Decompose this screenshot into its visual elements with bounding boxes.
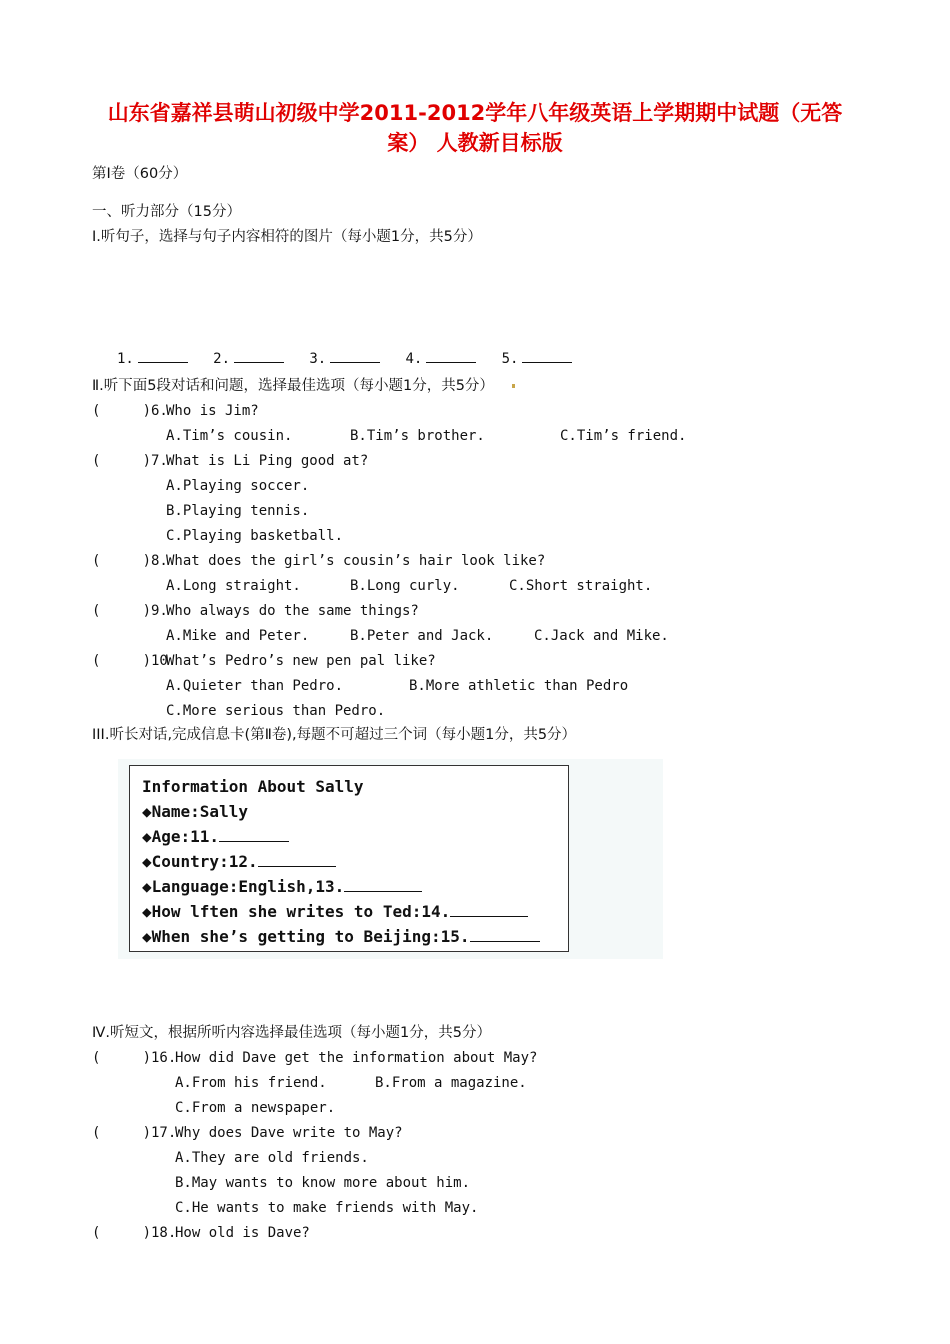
q17-question: Why does Dave write to May? [175, 1125, 403, 1141]
section3-heading: III.听长对话,完成信息卡(第Ⅱ卷),每题不可超过三个词（每小题1分，共5分） [92, 727, 577, 743]
q7-question: What is Li Ping good at? [166, 453, 369, 469]
document-title [80, 98, 870, 158]
answer-blanks-row [117, 328, 572, 369]
q16-question: How did Dave get the information about May? [175, 1050, 538, 1066]
q16-number: ( )16. [92, 1050, 177, 1066]
info-card-language-row [142, 875, 422, 899]
q10-number: ( )10. [92, 653, 177, 669]
q9-option-c: C.Jack and Mike. [534, 628, 669, 644]
listening-heading: 一、听力部分（15分） [92, 204, 241, 220]
part-heading: 第Ⅰ卷（60分） [92, 166, 188, 182]
title-line-1: 山东省嘉祥县萌山初级中学2011-2012学年八年级英语上学期期中试题（无答 [107, 101, 843, 125]
q6-option-c: C.Tim’s friend. [560, 428, 687, 444]
q10-option-a: A.Quieter than Pedro. [166, 678, 344, 694]
info-card-age: ◆Age:11. [142, 827, 220, 846]
answer-blank-3 [330, 348, 380, 363]
blank-label-2: 2. [213, 351, 231, 367]
section4-heading: Ⅳ.听短文，根据所听内容选择最佳选项（每小题1分，共5分） [92, 1025, 491, 1041]
q7-option-b: B.Playing tennis. [166, 503, 310, 519]
q18-number: ( )18. [92, 1225, 177, 1241]
q10-option-c: C.More serious than Pedro. [166, 703, 386, 719]
info-card-language-blank [344, 875, 422, 892]
q8-option-c: C.Short straight. [509, 578, 653, 594]
section1-heading: Ⅰ.听句子，选择与句子内容相符的图片（每小题1分，共5分） [92, 229, 482, 245]
blank-label-5: 5. [501, 351, 519, 367]
info-card-beijing-blank [470, 925, 540, 942]
answer-blank-5 [522, 348, 572, 363]
q18-question: How old is Dave? [175, 1225, 310, 1241]
blank-label-1: 1. [117, 351, 134, 367]
q16-option-b: B.From a magazine. [375, 1075, 527, 1091]
q17-option-a: A.They are old friends. [175, 1150, 369, 1166]
q7-number: ( )7. [92, 453, 168, 469]
blank-label-4: 4. [405, 351, 423, 367]
info-card-beijing-row [142, 925, 540, 949]
info-card-writes-row [142, 900, 528, 924]
section2-heading: Ⅱ.听下面5段对话和问题，选择最佳选项（每小题1分，共5分） [92, 378, 494, 394]
q6-question: Who is Jim? [166, 403, 259, 419]
info-card-writes: ◆How lften she writes to Ted:14. [142, 902, 451, 921]
q9-question: Who always do the same things? [166, 603, 419, 619]
answer-blank-4 [426, 348, 476, 363]
q8-option-b: B.Long curly. [350, 578, 460, 594]
stray-mark [512, 384, 515, 388]
info-card [129, 765, 569, 952]
info-card-writes-blank [450, 900, 528, 917]
q9-number: ( )9. [92, 603, 168, 619]
answer-blank-2 [234, 348, 284, 363]
q9-option-b: B.Peter and Jack. [350, 628, 494, 644]
info-card-country-row [142, 850, 336, 874]
q17-option-c: C.He wants to make friends with May. [175, 1200, 479, 1216]
q6-option-b: B.Tim’s brother. [350, 428, 485, 444]
q6-number: ( )6. [92, 403, 168, 419]
q6-option-a: A.Tim’s cousin. [166, 428, 293, 444]
info-card-country: ◆Country:12. [142, 852, 258, 871]
info-card-language: ◆Language:English,13. [142, 877, 345, 896]
q16-option-c: C.From a newspaper. [175, 1100, 336, 1116]
blank-label-3: 3. [309, 351, 327, 367]
info-card-age-row [142, 825, 289, 849]
q8-question: What does the girl’s cousin’s hair look like? [166, 553, 546, 569]
q10-question: What’s Pedro’s new pen pal like? [166, 653, 436, 669]
q7-option-c: C.Playing basketball. [166, 528, 344, 544]
q16-option-a: A.From his friend. [175, 1075, 327, 1091]
info-card-age-blank [219, 825, 289, 842]
answer-blank-1 [138, 348, 188, 363]
info-card-country-blank [258, 850, 336, 867]
title-line-2: 案） 人教新目标版 [387, 131, 563, 155]
q10-option-b: B.More athletic than Pedro [409, 678, 629, 694]
q7-option-a: A.Playing soccer. [166, 478, 310, 494]
info-card-name: ◆Name:Sally [142, 802, 248, 821]
q9-option-a: A.Mike and Peter. [166, 628, 310, 644]
info-card-beijing: ◆When she’s getting to Beijing:15. [142, 927, 470, 946]
q17-number: ( )17. [92, 1125, 177, 1141]
info-card-title: Information About Sally [142, 777, 364, 796]
q17-option-b: B.May wants to know more about him. [175, 1175, 471, 1191]
q8-option-a: A.Long straight. [166, 578, 301, 594]
q8-number: ( )8. [92, 553, 168, 569]
